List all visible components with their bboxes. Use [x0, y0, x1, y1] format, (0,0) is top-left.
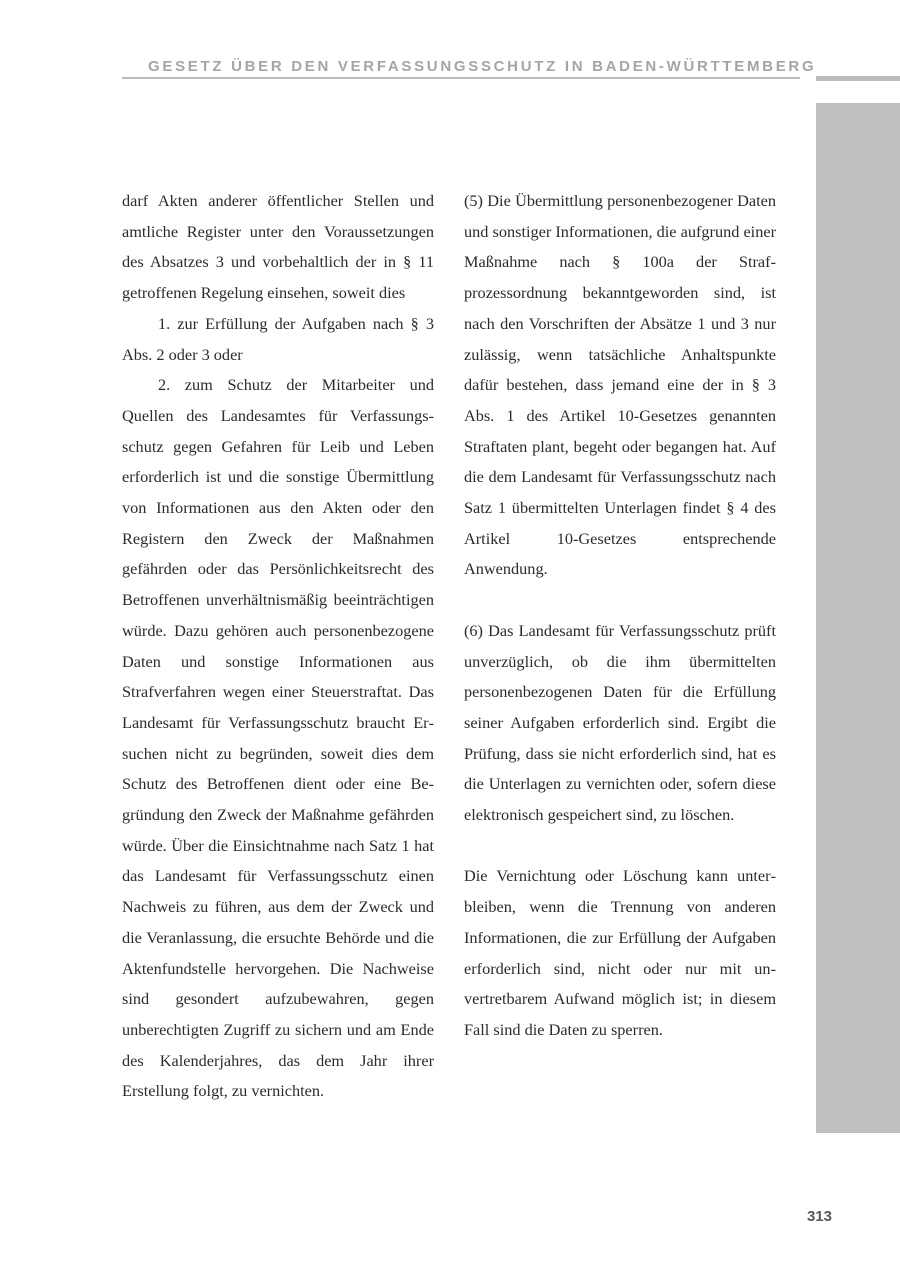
right-column: [464, 186, 776, 1046]
left-column: [122, 186, 434, 1107]
paragraph-6: (6) Das Landesamt für Verfassungsschutz prüft unverzüglich, ob die ihm übermittelten personenbezogenen Daten für die Erfüllung seiner Aufgaben erforderlich sind. Ergibt die Prüfung, dass sie nicht erforderlich sind, hat es die Unterlagen zu vernichten oder, sofern diese elektronisch gespeichert sind, zu löschen.: [464, 620, 776, 825]
header-rule: [122, 77, 800, 79]
list-item-1: 1. zur Erfüllung der Aufgaben nach § 3 Abs. 2 oder 3 oder: [122, 313, 434, 364]
side-margin-bar: [816, 103, 900, 1133]
paragraph-5: (5) Die Übermittlung personenbezogener Daten und sonstiger Informationen, die aufgrund einer Maßnahme nach § 100a der Strafprozessordnung bekanntgeworden sind, ist nach den Vorschriften der Absätze 1 und 3 nur zulässig, wenn tatsächliche Anhaltspunkte dafür bestehen, dass jemand eine der in § 3 Abs. 1 des Artikel 10-Gesetzes genannten Straftaten plant, begeht oder begangen hat. Auf die dem Landesamt für Verfassungsschutz nach Satz 1 übermittelten Unterlagen findet § 4 des Artikel 10-Gesetzes entsprechende Anwendung.: [464, 191, 776, 579]
running-header: GESETZ ÜBER DEN VERFASSUNGSSCHUTZ IN BADEN-WÜRTTEMBERG: [148, 58, 817, 75]
page-number: 313: [806, 1208, 832, 1225]
paragraph-continuation: darf Akten anderer öffentlicher Stellen und amtliche Register unter den Voraussetzungen des Absatzes 3 und vorbehaltlich der in § 11 getroffenen Regelung einsehen, soweit dies: [122, 191, 434, 303]
header-rule-accent: [816, 76, 900, 81]
paragraph-6-continuation: Die Vernichtung oder Löschung kann unterbleiben, wenn die Trennung von anderen Informationen, die zur Erfüllung der Aufgaben erforderlich sind, nicht oder nur mit unvertretbarem Aufwand möglich ist; in diesem Fall sind die Daten zu sperren.: [464, 866, 776, 1039]
list-item-2: 2. zum Schutz der Mitarbeiter und Quellen des Landesamtes für Verfassungsschutz gegen Gefahren für Leib und Leben erforderlich ist und die sonstige Übermittlung von Informationen aus den Akten oder den Registern den Zweck der Maßnahmen gefährden oder das Persönlichkeitsrecht des Betroffenen unverhältnismäßig beeinträchtigen würde. Dazu gehören auch personenbezogene Daten und sonstige Informationen aus Strafverfahren wegen einer Steuerstraftat. Das Landesamt für Verfassungsschutz braucht Ersuchen nicht zu begründen, soweit dies dem Schutz des Betroffenen dient oder eine Begründung den Zweck der Maßnahme gefährden würde. Über die Einsichtnahme nach Satz 1 hat das Landesamt für Verfassungsschutz einen Nachweis zu führen, aus dem der Zweck und die Veranlassung, die ersuchte Behörde und die Aktenfundstelle hervorgehen. Die Nachweise sind gesondert aufzubewahren, gegen unberechtigten Zugriff zu sichern und am Ende des Kalenderjahres, das dem Jahr ihrer Erstellung folgt, zu vernichten.: [122, 375, 434, 1101]
